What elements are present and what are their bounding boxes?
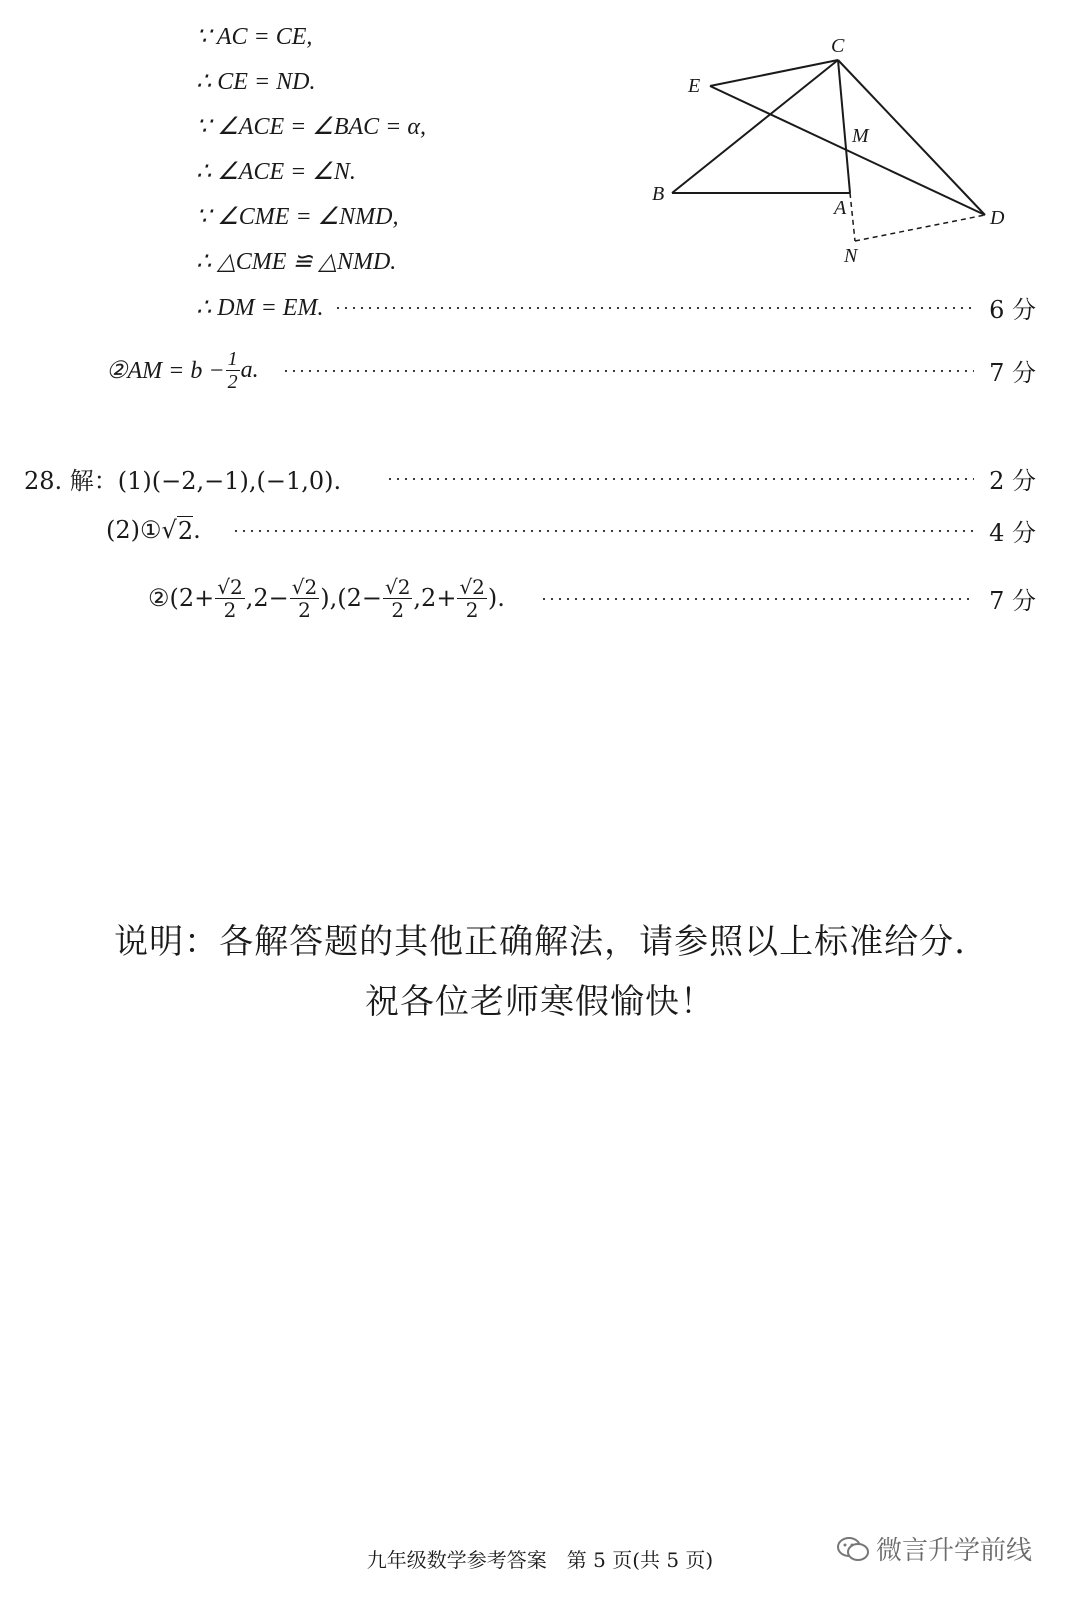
- watermark: [836, 1530, 1032, 1567]
- proof-line-8-row: [106, 342, 1036, 398]
- q28-part2-row: [106, 514, 1036, 546]
- label-M: M: [852, 125, 869, 147]
- dot-leader: [386, 478, 974, 480]
- fraction-3: [383, 576, 412, 621]
- proof-line-1: ∵ AC = CE,: [196, 24, 313, 50]
- q28-part3-mid2: ),(2−: [320, 584, 382, 612]
- fraction-1-den: 2: [223, 597, 237, 622]
- fraction-2-num: √2: [291, 574, 318, 599]
- label-N: N: [844, 245, 858, 267]
- watermark-text: 微言升学前线: [875, 1536, 1032, 1566]
- q28-part1-row: [24, 462, 1036, 494]
- label-B: B: [652, 183, 665, 205]
- label-A: A: [834, 197, 847, 219]
- fraction-half: [226, 348, 240, 393]
- score-7: 7 分: [989, 358, 1036, 387]
- proof-line-5: ∵ ∠CME = ∠NMD,: [196, 204, 399, 230]
- score-4: 4 分: [989, 518, 1036, 547]
- q28-part3-row: [148, 568, 1036, 628]
- proof-line-8-suffix: a.: [240, 356, 259, 383]
- score-2: 2 分: [989, 466, 1036, 495]
- fraction-1-num: √2: [217, 574, 243, 599]
- fraction-4-num: √2: [459, 574, 485, 599]
- q28-part1: 28. 解：(1)(−2,−1),(−1,0).: [24, 466, 342, 495]
- fraction-4-den: 2: [465, 597, 479, 622]
- proof-line-2: ∴ CE = ND.: [196, 69, 316, 95]
- proof-line-8-prefix: ②AM = b −: [106, 357, 225, 384]
- q28-part3-mid3: ,2+: [413, 584, 457, 612]
- dot-leader: [232, 530, 974, 532]
- q28-part3-mid1: ,2−: [245, 584, 289, 612]
- fraction-4: [457, 576, 486, 621]
- segment-CA: [838, 60, 850, 193]
- segment-AN: [850, 193, 855, 241]
- segment-EC: [710, 60, 838, 86]
- q28-part3-open: ②(2+: [148, 584, 215, 612]
- dot-leader: [282, 370, 974, 372]
- dot-leader: [540, 598, 974, 600]
- q28-part2-prefix: (2)①: [106, 516, 162, 544]
- sqrt-sign: √: [161, 516, 177, 544]
- fraction-1: [215, 576, 244, 621]
- page-footer: 九年级数学参考答案 第 5 页(共 5 页): [366, 1548, 714, 1572]
- fraction-numerator: 1: [227, 347, 238, 370]
- grading-note: 说明：各解答题的其他正确解法，请参照以上标准给分.: [114, 922, 966, 962]
- label-D: D: [990, 207, 1005, 229]
- q28-part2-suffix: .: [193, 516, 201, 544]
- sqrt-radicand: 2: [177, 516, 194, 545]
- proof-line-7: ∴ DM = EM.: [196, 294, 324, 321]
- wechat-icon: [836, 1535, 870, 1563]
- fraction-2: [290, 576, 319, 621]
- geometry-figure: [640, 30, 1020, 280]
- label-E: E: [688, 75, 701, 97]
- greeting-note: 祝各位老师寒假愉快！: [365, 982, 715, 1022]
- proof-line-6: ∴ △CME ≌ △NMD.: [196, 249, 397, 275]
- fraction-3-num: √2: [384, 574, 411, 599]
- fraction-2-den: 2: [298, 597, 311, 622]
- dot-leader: [334, 307, 974, 309]
- segment-ED: [710, 86, 985, 215]
- fraction-denominator: 2: [227, 370, 238, 393]
- q28-part3-close: ).: [487, 584, 505, 612]
- label-C: C: [831, 35, 845, 57]
- proof-line-4: ∴ ∠ACE = ∠N.: [196, 159, 356, 185]
- fraction-3-den: 2: [391, 597, 405, 622]
- proof-line-3: ∵ ∠ACE = ∠BAC = α,: [196, 114, 426, 140]
- score-7: 7 分: [989, 586, 1036, 615]
- segment-ND: [855, 215, 985, 241]
- proof-line-7-row: [196, 292, 1036, 322]
- score-6: 6 分: [989, 295, 1036, 324]
